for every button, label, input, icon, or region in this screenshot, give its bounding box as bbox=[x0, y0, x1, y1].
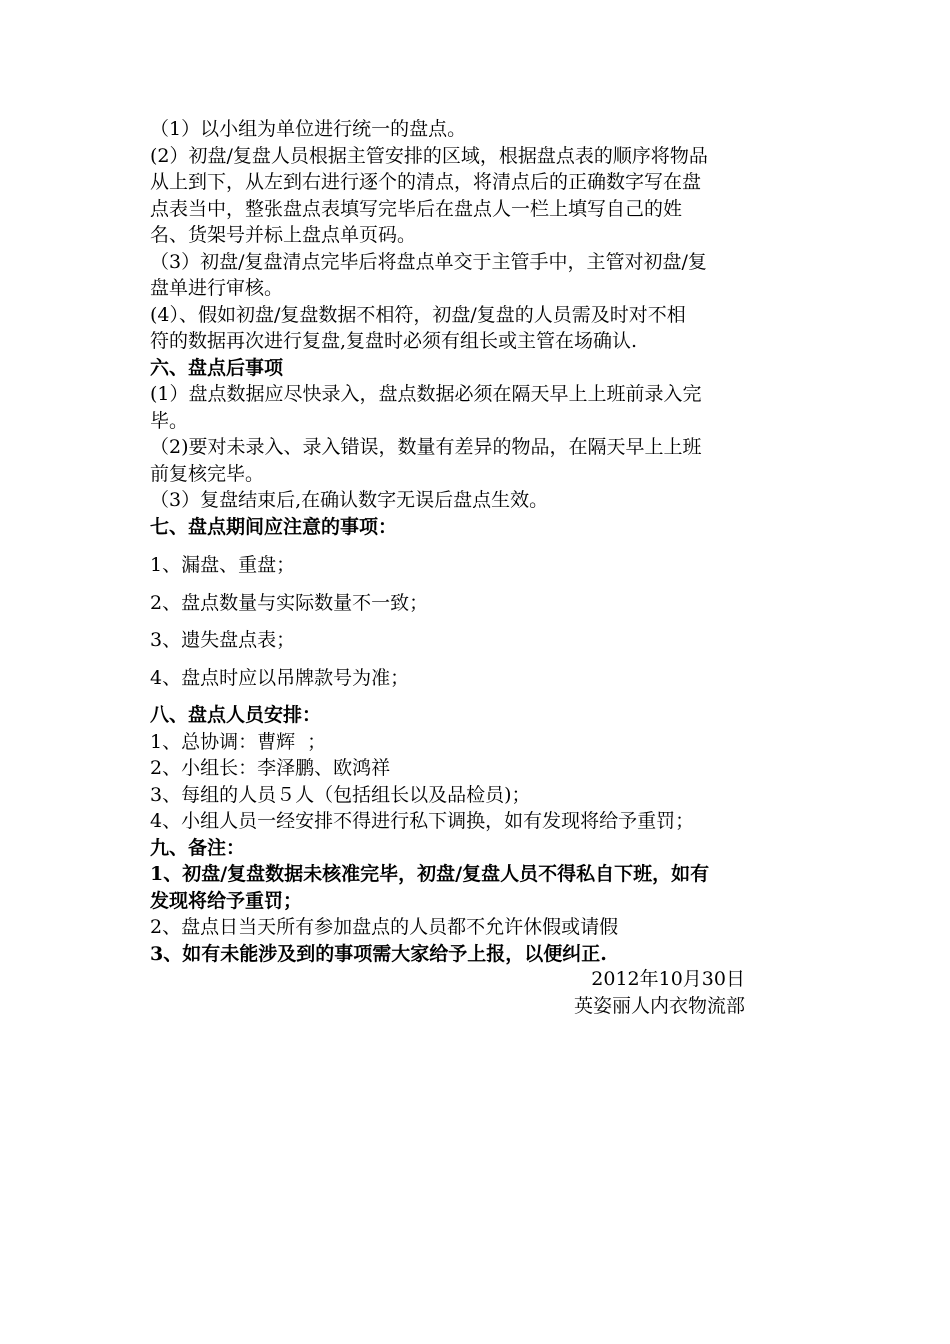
staff-item-3: 3、每组的人员５人（包括组长以及品检员)； bbox=[150, 783, 531, 806]
section-9 bbox=[150, 835, 820, 968]
notice-item-2: 2、盘点数量与实际数量不一致； bbox=[150, 591, 429, 614]
post-item-2-line-1: （2)要对未录入、录入错误，数量有差异的物品，在隔天早上上班 bbox=[150, 436, 702, 458]
notice-item-1: 1、漏盘、重盘； bbox=[150, 554, 296, 576]
post-item-3: （3）复盘结束后,在确认数字无误后盘点生效。 bbox=[150, 489, 549, 511]
section-8-heading: 八、盘点人员安排： bbox=[150, 704, 322, 726]
post-item-2-line-2: 前复核完毕。 bbox=[150, 462, 265, 485]
section-7 bbox=[150, 514, 820, 692]
staff-item-4: 4、小组人员一经安排不得进行私下调换，如有发现将给予重罚； bbox=[150, 810, 695, 832]
signature-date: 2012年10月30日 bbox=[591, 968, 745, 990]
section-7-heading: 七、盘点期间应注意的事项： bbox=[150, 515, 398, 538]
remark-1-line-1: 1、初盘/复盘数据未核准完毕，初盘/复盘人员不得私自下班，如有 bbox=[150, 863, 710, 885]
notice-item-4: 4、盘点时应以吊牌款号为准； bbox=[150, 666, 410, 689]
signature-block bbox=[540, 966, 745, 1020]
step-2-line-2: 从上到下，从左到右进行逐个的清点，将清点后的正确数字写在盘 bbox=[150, 171, 702, 193]
section-7-list bbox=[150, 552, 820, 691]
section-6-heading: 六、盘点后事项 bbox=[150, 356, 284, 379]
remark-2: 2、盘点日当天所有参加盘点的人员都不允许休假或请假 bbox=[150, 916, 619, 938]
section-9-heading: 九、备注： bbox=[150, 836, 246, 859]
staff-item-1: 1、总协调：曹辉 ； bbox=[150, 730, 327, 753]
post-item-1-line-2: 毕。 bbox=[150, 409, 189, 432]
step-2-line-1: (2）初盘/复盘人员根据主管安排的区域，根据盘点表的顺序将物品 bbox=[150, 144, 708, 167]
step-4-line-1: (4）、假如初盘/复盘数据不相符，初盘/复盘的人员需及时对不相 bbox=[150, 303, 686, 326]
step-3-line-1: （3）初盘/复盘清点完毕后将盘点单交于主管手中，主管对初盘/复 bbox=[150, 250, 707, 273]
step-2-line-3: 点表当中，整张盘点表填写完毕后在盘点人一栏上填写自己的姓 bbox=[150, 197, 683, 220]
section-8 bbox=[150, 702, 820, 835]
remark-1-line-2: 发现将给予重罚； bbox=[150, 889, 303, 912]
notice-item-3: 3、遗失盘点表； bbox=[150, 629, 296, 651]
remark-3: 3、如有未能涉及到的事项需大家给予上报，以便纠正. bbox=[150, 942, 607, 965]
step-4-line-2: 符的数据再次进行复盘,复盘时必须有组长或主管在场确认. bbox=[150, 330, 638, 352]
step-1: （1）以小组为单位进行统一的盘点。 bbox=[150, 118, 467, 140]
step-3-line-2: 盘单进行审核。 bbox=[150, 277, 284, 299]
post-item-1-line-1: (1）盘点数据应尽快录入，盘点数据必须在隔天早上上班前录入完 bbox=[150, 383, 702, 405]
document-body bbox=[150, 116, 820, 967]
staff-item-2: 2、小组长：李泽鹏、欧鸿祥 bbox=[150, 757, 391, 779]
signature-department: 英姿丽人内衣物流部 bbox=[573, 995, 745, 1017]
section-6 bbox=[150, 355, 820, 514]
section-5-steps bbox=[150, 116, 820, 355]
step-2-line-4: 名、货架号并标上盘点单页码。 bbox=[150, 224, 417, 246]
